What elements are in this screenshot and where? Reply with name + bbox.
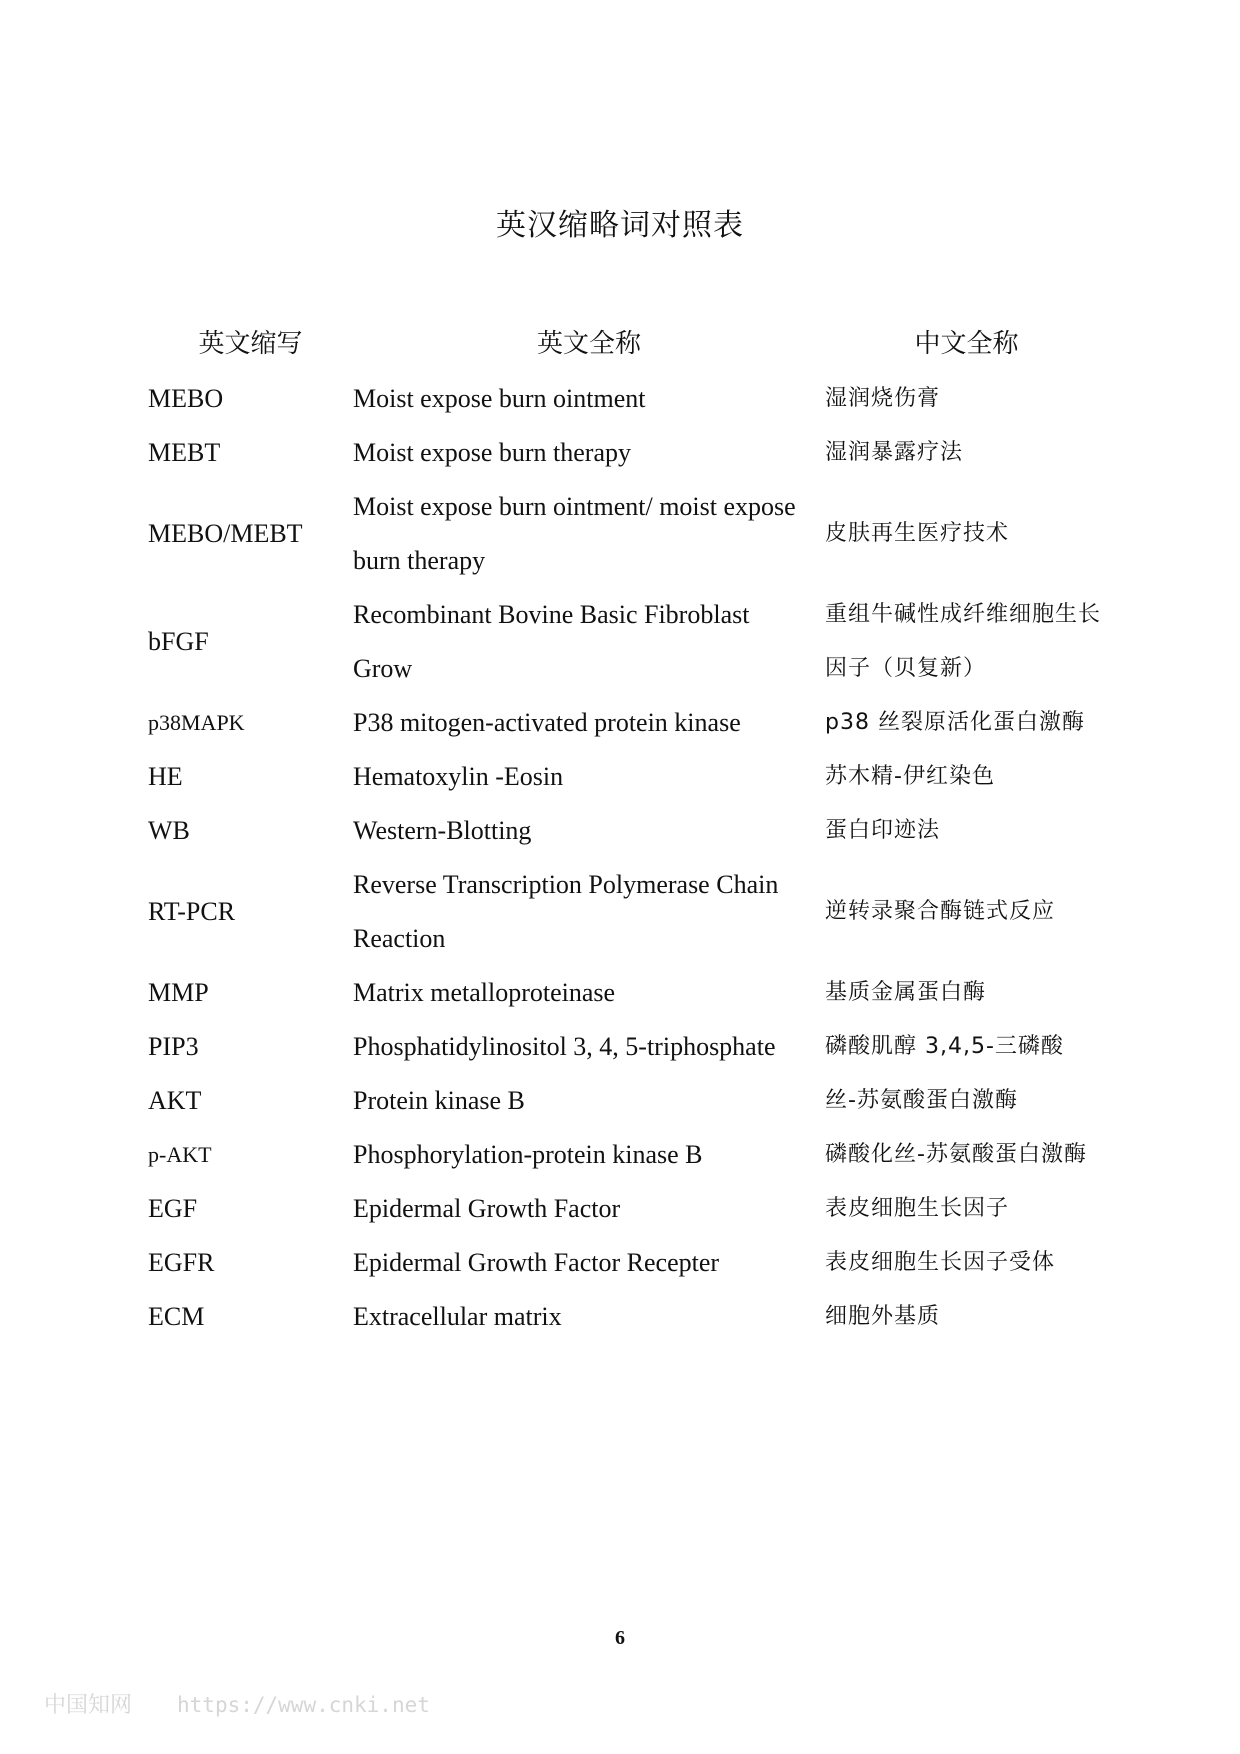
header-abbreviation: 英文缩写: [198, 328, 303, 359]
english-name-cell: Western-Blotting: [353, 816, 532, 845]
english-name-cell: Moist expose burn ointment: [353, 384, 646, 413]
english-name-cell: Extracellular matrix: [353, 1302, 562, 1331]
abbreviation-cell: MEBT: [148, 438, 221, 467]
table-row: [148, 858, 1108, 966]
chinese-name-cell: p38 丝裂原活化蛋白激酶: [825, 710, 1085, 735]
table-row: [148, 804, 1108, 858]
chinese-name-cell: 磷酸肌醇 3,4,5-三磷酸: [825, 1034, 1064, 1059]
cnki-watermark: [44, 1688, 430, 1719]
abbreviation-cell: HE: [148, 762, 183, 791]
english-name-cell: Moist expose burn therapy: [353, 438, 632, 467]
header-chinese-full-name: 中文全称: [914, 328, 1019, 359]
page-number: 6: [615, 1627, 625, 1649]
chinese-name-cell: 苏木精-伊红染色: [825, 764, 995, 789]
english-name-cell: Recombinant Bovine Basic Fibroblast Grow: [353, 600, 750, 683]
watermark-url: https://www.cnki.net: [177, 1693, 430, 1717]
table-row: [148, 1128, 1108, 1182]
english-name-cell: P38 mitogen-activated protein kinase: [353, 708, 741, 737]
header-english-full-name: 英文全称: [536, 328, 641, 359]
table-row: [148, 1182, 1108, 1236]
table-header-row: [148, 310, 1108, 372]
english-name-cell: Reverse Transcription Polymerase Chain Reaction: [353, 870, 779, 953]
abbreviation-cell: AKT: [148, 1086, 202, 1115]
abbreviation-cell: MMP: [148, 978, 209, 1007]
table-row: [148, 750, 1108, 804]
abbreviation-cell: bFGF: [148, 627, 209, 656]
chinese-name-cell: 逆转录聚合酶链式反应: [825, 899, 1056, 924]
table-row: [148, 1020, 1108, 1074]
table-row: [148, 696, 1108, 750]
table-row: [148, 480, 1108, 588]
chinese-name-cell: 磷酸化丝-苏氨酸蛋白激酶: [825, 1142, 1087, 1167]
page-title: 英汉缩略词对照表: [496, 208, 744, 243]
english-name-cell: Phosphorylation-protein kinase B: [353, 1140, 703, 1169]
english-name-cell: Protein kinase B: [353, 1086, 525, 1115]
english-name-cell: Moist expose burn ointment/ moist expose burn therapy: [353, 492, 796, 575]
english-name-cell: Epidermal Growth Factor Recepter: [353, 1248, 720, 1277]
chinese-name-cell: 表皮细胞生长因子受体: [825, 1250, 1056, 1275]
abbreviation-cell: EGFR: [148, 1248, 215, 1277]
abbreviation-cell: WB: [148, 816, 190, 845]
abbreviation-cell: MEBO: [148, 384, 224, 413]
chinese-name-cell: 丝-苏氨酸蛋白激酶: [825, 1088, 1018, 1113]
english-name-cell: Matrix metalloproteinase: [353, 978, 616, 1007]
english-name-cell: Phosphatidylinositol 3, 4, 5-triphosphate: [353, 1032, 776, 1061]
abbreviation-cell: PIP3: [148, 1032, 199, 1061]
table-row: [148, 426, 1108, 480]
abbreviation-cell: EGF: [148, 1194, 198, 1223]
table-row: [148, 966, 1108, 1020]
watermark-name: 中国知网: [44, 1693, 133, 1718]
table-row: [148, 372, 1108, 426]
chinese-name-cell: 重组牛碱性成纤维细胞生长因子（贝复新）: [825, 602, 1102, 681]
table-row: [148, 588, 1108, 696]
chinese-name-cell: 细胞外基质: [825, 1304, 941, 1329]
chinese-name-cell: 湿润暴露疗法: [825, 440, 964, 465]
english-name-cell: Hematoxylin -Eosin: [353, 762, 564, 791]
abbreviation-cell: p-AKT: [148, 1142, 212, 1167]
chinese-name-cell: 皮肤再生医疗技术: [825, 521, 1010, 546]
abbreviation-cell: p38MAPK: [148, 710, 245, 735]
chinese-name-cell: 基质金属蛋白酶: [825, 980, 987, 1005]
abbreviation-table: [148, 310, 1108, 1344]
english-name-cell: Epidermal Growth Factor: [353, 1194, 621, 1223]
table-row: [148, 1074, 1108, 1128]
abbreviation-cell: MEBO/MEBT: [148, 519, 303, 548]
abbreviation-cell: RT-PCR: [148, 897, 236, 926]
table-row: [148, 1236, 1108, 1290]
chinese-name-cell: 湿润烧伤膏: [825, 386, 941, 411]
chinese-name-cell: 表皮细胞生长因子: [825, 1196, 1010, 1221]
abbreviation-cell: ECM: [148, 1302, 205, 1331]
chinese-name-cell: 蛋白印迹法: [825, 818, 941, 843]
table-row: [148, 1290, 1108, 1344]
